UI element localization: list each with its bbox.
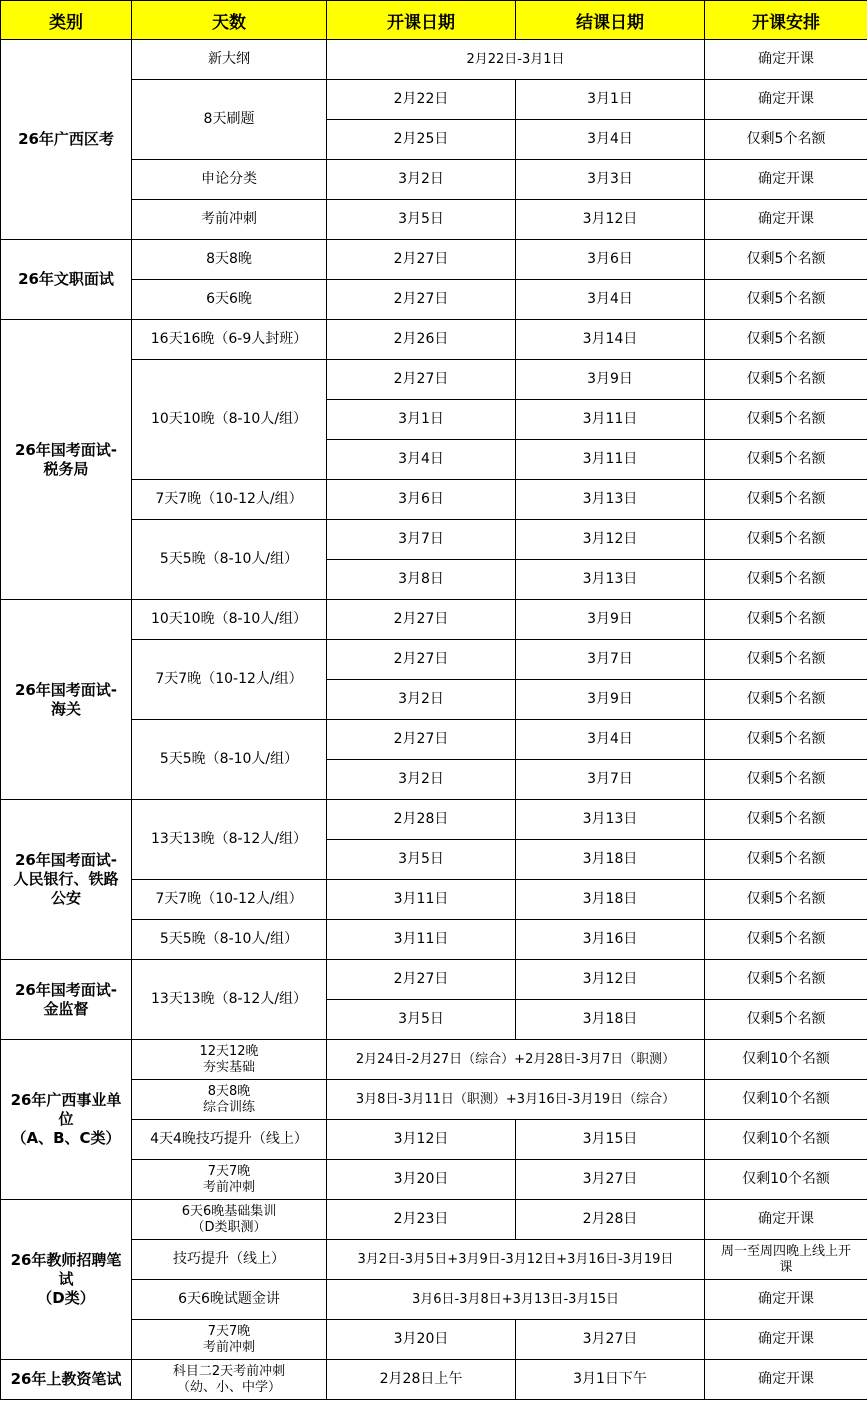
arrangement-label: 周一至周四晚上线上开 bbox=[720, 1243, 851, 1259]
days-label: 10天10晚（8-10人/组） bbox=[150, 411, 308, 427]
category-label: 试 bbox=[58, 1270, 74, 1288]
days-cell bbox=[132, 880, 327, 920]
days-cell bbox=[132, 160, 327, 200]
days-cell bbox=[132, 960, 327, 1040]
category-label: 26年文职面试 bbox=[18, 270, 114, 288]
days-cell bbox=[132, 480, 327, 520]
arrangement-cell: 确定开课 bbox=[705, 160, 867, 200]
start-date-cell: 2月27日 bbox=[327, 360, 516, 400]
category-label: 税务局 bbox=[43, 459, 89, 478]
end-date-cell: 3月9日 bbox=[516, 360, 705, 400]
table-row bbox=[1, 800, 867, 840]
category-cell bbox=[1, 800, 132, 960]
category-cell bbox=[1, 240, 132, 320]
start-date-cell: 2月25日 bbox=[327, 120, 516, 160]
category-label: （D类） bbox=[37, 1289, 95, 1307]
days-label: （D类职测） bbox=[191, 1219, 267, 1235]
days-cell bbox=[132, 320, 327, 360]
arrangement-cell: 仅剩5个名额 bbox=[705, 280, 867, 320]
days-cell bbox=[132, 1120, 327, 1160]
start-date-cell: 3月11日 bbox=[327, 920, 516, 960]
arrangement-cell: 仅剩5个名额 bbox=[705, 360, 867, 400]
start-date-cell: 3月5日 bbox=[327, 1000, 516, 1040]
start-date-cell: 3月2日 bbox=[327, 760, 516, 800]
end-date-cell: 3月18日 bbox=[516, 1000, 705, 1040]
end-date-cell: 3月4日 bbox=[516, 280, 705, 320]
start-date-cell: 2月27日 bbox=[327, 280, 516, 320]
days-cell bbox=[132, 1200, 327, 1240]
end-date-cell: 3月11日 bbox=[516, 400, 705, 440]
days-label: 综合训练 bbox=[202, 1099, 255, 1115]
start-date-cell: 3月12日 bbox=[327, 1120, 516, 1160]
end-date-cell: 3月14日 bbox=[516, 320, 705, 360]
category-label: 26年广西区考 bbox=[18, 130, 114, 148]
end-date-cell: 3月4日 bbox=[516, 120, 705, 160]
end-date-cell: 3月6日 bbox=[516, 240, 705, 280]
category-label: 26年上教资笔试 bbox=[10, 1370, 122, 1388]
days-label: 6天6晚基础集训 bbox=[181, 1203, 277, 1219]
end-date-cell: 3月7日 bbox=[516, 760, 705, 800]
table-row bbox=[1, 320, 867, 360]
arrangement-cell: 确定开课 bbox=[705, 40, 867, 80]
arrangement-cell: 仅剩5个名额 bbox=[705, 760, 867, 800]
days-cell bbox=[132, 1320, 327, 1360]
days-cell bbox=[132, 640, 327, 720]
arrangement-label: 课 bbox=[779, 1259, 793, 1275]
days-label: 16天16晚（6-9人封班） bbox=[150, 331, 308, 347]
start-date-cell: 2月22日 bbox=[327, 80, 516, 120]
end-date-cell: 3月9日 bbox=[516, 680, 705, 720]
days-label: 6天6晚 bbox=[206, 291, 252, 307]
category-label: 人民银行、铁路 bbox=[13, 870, 119, 888]
header-category: 类别 bbox=[1, 1, 132, 40]
start-date-cell: 2月27日 bbox=[327, 720, 516, 760]
days-label: 科目二2天考前冲刺 bbox=[172, 1363, 286, 1379]
category-label: 26年国考面试- bbox=[14, 440, 118, 459]
start-date-cell: 3月5日 bbox=[327, 840, 516, 880]
end-date-cell: 3月12日 bbox=[516, 520, 705, 560]
start-date-cell: 2月27日 bbox=[327, 240, 516, 280]
end-date-cell: 3月1日 bbox=[516, 80, 705, 120]
arrangement-cell: 仅剩5个名额 bbox=[705, 240, 867, 280]
days-label: 13天13晚（8-12人/组） bbox=[150, 991, 308, 1007]
table-header bbox=[1, 1, 867, 40]
table-row bbox=[1, 1360, 867, 1400]
arrangement-cell: 仅剩5个名额 bbox=[705, 120, 867, 160]
header-end-date: 结课日期 bbox=[516, 1, 705, 40]
start-date-cell: 3月1日 bbox=[327, 400, 516, 440]
end-date-cell: 2月28日 bbox=[516, 1200, 705, 1240]
days-cell bbox=[132, 1240, 327, 1280]
end-date-cell: 3月13日 bbox=[516, 560, 705, 600]
arrangement-cell: 仅剩10个名额 bbox=[705, 1120, 867, 1160]
table-row bbox=[1, 1040, 867, 1080]
arrangement-cell: 确定开课 bbox=[705, 80, 867, 120]
arrangement-cell: 仅剩5个名额 bbox=[705, 480, 867, 520]
days-cell bbox=[132, 200, 327, 240]
days-label: 技巧提升（线上） bbox=[173, 1251, 285, 1267]
arrangement-cell: 仅剩5个名额 bbox=[705, 800, 867, 840]
days-label: 12天12晚 bbox=[199, 1043, 259, 1059]
days-label: 新大纲 bbox=[208, 51, 250, 67]
arrangement-cell: 确定开课 bbox=[705, 200, 867, 240]
arrangement-cell: 仅剩5个名额 bbox=[705, 920, 867, 960]
arrangement-cell: 仅剩5个名额 bbox=[705, 840, 867, 880]
days-label: 5天5晚（8-10人/组） bbox=[159, 931, 299, 947]
days-label: 考前冲刺 bbox=[201, 211, 257, 227]
days-cell bbox=[132, 40, 327, 80]
arrangement-cell: 仅剩5个名额 bbox=[705, 1000, 867, 1040]
days-label: （幼、小、中学） bbox=[176, 1379, 281, 1395]
days-cell bbox=[132, 1360, 327, 1400]
category-label: 26年国考面试- bbox=[14, 851, 118, 869]
date-range-cell: 3月6日-3月8日+3月13日-3月15日 bbox=[327, 1280, 705, 1320]
date-range-cell: 3月2日-3月5日+3月9日-3月12日+3月16日-3月19日 bbox=[327, 1240, 705, 1280]
start-date-cell: 2月26日 bbox=[327, 320, 516, 360]
end-date-cell: 3月27日 bbox=[516, 1160, 705, 1200]
header-days: 天数 bbox=[132, 1, 327, 40]
days-label: 5天5晚（8-10人/组） bbox=[159, 751, 299, 767]
arrangement-cell: 确定开课 bbox=[705, 1320, 867, 1360]
table-row bbox=[1, 1200, 867, 1240]
date-range-cell: 3月8日-3月11日（职测）+3月16日-3月19日（综合） bbox=[327, 1080, 705, 1120]
days-label: 考前冲刺 bbox=[202, 1339, 255, 1355]
days-label: 考前冲刺 bbox=[202, 1179, 255, 1195]
start-date-cell: 2月27日 bbox=[327, 600, 516, 640]
days-label: 7天7晚（10-12人/组） bbox=[155, 891, 303, 907]
start-date-cell: 3月11日 bbox=[327, 880, 516, 920]
days-cell bbox=[132, 280, 327, 320]
days-cell bbox=[132, 1160, 327, 1200]
category-label: 26年国考面试- bbox=[14, 980, 118, 999]
start-date-cell: 3月2日 bbox=[327, 160, 516, 200]
days-label: 7天7晚（10-12人/组） bbox=[155, 671, 303, 687]
end-date-cell: 3月9日 bbox=[516, 600, 705, 640]
days-cell bbox=[132, 720, 327, 800]
start-date-cell: 3月5日 bbox=[327, 200, 516, 240]
end-date-cell: 3月27日 bbox=[516, 1320, 705, 1360]
arrangement-cell: 仅剩5个名额 bbox=[705, 880, 867, 920]
category-label: 26年广西事业单 bbox=[10, 1091, 122, 1109]
date-range-cell: 2月22日-3月1日 bbox=[327, 40, 705, 80]
start-date-cell: 3月7日 bbox=[327, 520, 516, 560]
arrangement-cell: 仅剩5个名额 bbox=[705, 320, 867, 360]
arrangement-cell: 仅剩5个名额 bbox=[705, 680, 867, 720]
end-date-cell: 3月7日 bbox=[516, 640, 705, 680]
days-label: 8天8晚 bbox=[206, 251, 252, 267]
arrangement-cell: 确定开课 bbox=[705, 1280, 867, 1320]
category-cell bbox=[1, 1200, 132, 1360]
start-date-cell: 3月20日 bbox=[327, 1160, 516, 1200]
arrangement-cell: 仅剩10个名额 bbox=[705, 1040, 867, 1080]
start-date-cell: 2月27日 bbox=[327, 640, 516, 680]
category-label: 位 bbox=[58, 1110, 74, 1128]
end-date-cell: 3月12日 bbox=[516, 200, 705, 240]
arrangement-cell: 确定开课 bbox=[705, 1200, 867, 1240]
start-date-cell: 2月23日 bbox=[327, 1200, 516, 1240]
arrangement-cell: 仅剩5个名额 bbox=[705, 520, 867, 560]
end-date-cell: 3月13日 bbox=[516, 800, 705, 840]
table-row bbox=[1, 600, 867, 640]
table-body bbox=[1, 40, 867, 1400]
days-cell bbox=[132, 240, 327, 280]
header-arrangement: 开课安排 bbox=[705, 1, 867, 40]
category-label: （A、B、C类） bbox=[11, 1129, 121, 1147]
days-cell bbox=[132, 1280, 327, 1320]
arrangement-cell: 仅剩5个名额 bbox=[705, 640, 867, 680]
days-cell bbox=[132, 600, 327, 640]
arrangement-cell: 仅剩5个名额 bbox=[705, 560, 867, 600]
days-cell bbox=[132, 1040, 327, 1080]
start-date-cell: 3月2日 bbox=[327, 680, 516, 720]
arrangement-cell bbox=[705, 1240, 867, 1280]
category-cell bbox=[1, 1040, 132, 1200]
arrangement-cell: 仅剩10个名额 bbox=[705, 1080, 867, 1120]
days-label: 7天7晚（10-12人/组） bbox=[155, 491, 303, 507]
category-label: 26年国考面试- bbox=[14, 680, 118, 699]
days-label: 5天5晚（8-10人/组） bbox=[159, 551, 299, 567]
end-date-cell: 3月16日 bbox=[516, 920, 705, 960]
category-cell bbox=[1, 40, 132, 240]
arrangement-cell: 确定开课 bbox=[705, 1360, 867, 1400]
end-date-cell: 3月15日 bbox=[516, 1120, 705, 1160]
category-cell bbox=[1, 600, 132, 800]
table-row bbox=[1, 960, 867, 1000]
end-date-cell: 3月18日 bbox=[516, 880, 705, 920]
arrangement-cell: 仅剩5个名额 bbox=[705, 720, 867, 760]
days-cell bbox=[132, 520, 327, 600]
days-cell bbox=[132, 1080, 327, 1120]
days-label: 7天7晚 bbox=[207, 1323, 251, 1339]
end-date-cell: 3月13日 bbox=[516, 480, 705, 520]
date-range-cell: 2月24日-2月27日（综合）+2月28日-3月7日（职测） bbox=[327, 1040, 705, 1080]
days-cell bbox=[132, 800, 327, 880]
arrangement-cell: 仅剩5个名额 bbox=[705, 960, 867, 1000]
start-date-cell: 3月4日 bbox=[327, 440, 516, 480]
days-cell bbox=[132, 80, 327, 160]
start-date-cell: 3月6日 bbox=[327, 480, 516, 520]
days-label: 8天刷题 bbox=[203, 111, 255, 127]
end-date-cell: 3月18日 bbox=[516, 840, 705, 880]
header-start-date: 开课日期 bbox=[327, 1, 516, 40]
start-date-cell: 2月28日 bbox=[327, 800, 516, 840]
days-label: 6天6晚试题金讲 bbox=[178, 1291, 280, 1307]
category-label: 海关 bbox=[50, 699, 81, 718]
start-date-cell: 3月20日 bbox=[327, 1320, 516, 1360]
days-cell bbox=[132, 360, 327, 480]
days-label: 申论分类 bbox=[201, 171, 257, 187]
end-date-cell: 3月4日 bbox=[516, 720, 705, 760]
end-date-cell: 3月1日下午 bbox=[516, 1360, 705, 1400]
days-label: 4天4晚技巧提升（线上） bbox=[150, 1131, 308, 1147]
category-cell bbox=[1, 960, 132, 1040]
table-row bbox=[1, 240, 867, 280]
start-date-cell: 2月28日上午 bbox=[327, 1360, 516, 1400]
end-date-cell: 3月11日 bbox=[516, 440, 705, 480]
arrangement-cell: 仅剩5个名额 bbox=[705, 600, 867, 640]
start-date-cell: 2月27日 bbox=[327, 960, 516, 1000]
days-label: 夯实基础 bbox=[202, 1059, 255, 1075]
category-label: 金监督 bbox=[43, 999, 89, 1018]
days-label: 10天10晚（8-10人/组） bbox=[150, 611, 308, 627]
arrangement-cell: 仅剩5个名额 bbox=[705, 440, 867, 480]
start-date-cell: 3月8日 bbox=[327, 560, 516, 600]
arrangement-cell: 仅剩5个名额 bbox=[705, 400, 867, 440]
days-label: 13天13晚（8-12人/组） bbox=[150, 831, 308, 847]
category-label: 公安 bbox=[50, 889, 81, 907]
category-cell bbox=[1, 320, 132, 600]
days-label: 8天8晚 bbox=[207, 1083, 251, 1099]
arrangement-cell: 仅剩10个名额 bbox=[705, 1160, 867, 1200]
end-date-cell: 3月12日 bbox=[516, 960, 705, 1000]
days-cell bbox=[132, 920, 327, 960]
table-row bbox=[1, 40, 867, 80]
header-row bbox=[1, 1, 867, 40]
days-label: 7天7晚 bbox=[207, 1163, 251, 1179]
category-label: 26年教师招聘笔 bbox=[10, 1251, 122, 1269]
end-date-cell: 3月3日 bbox=[516, 160, 705, 200]
category-cell bbox=[1, 1360, 132, 1400]
